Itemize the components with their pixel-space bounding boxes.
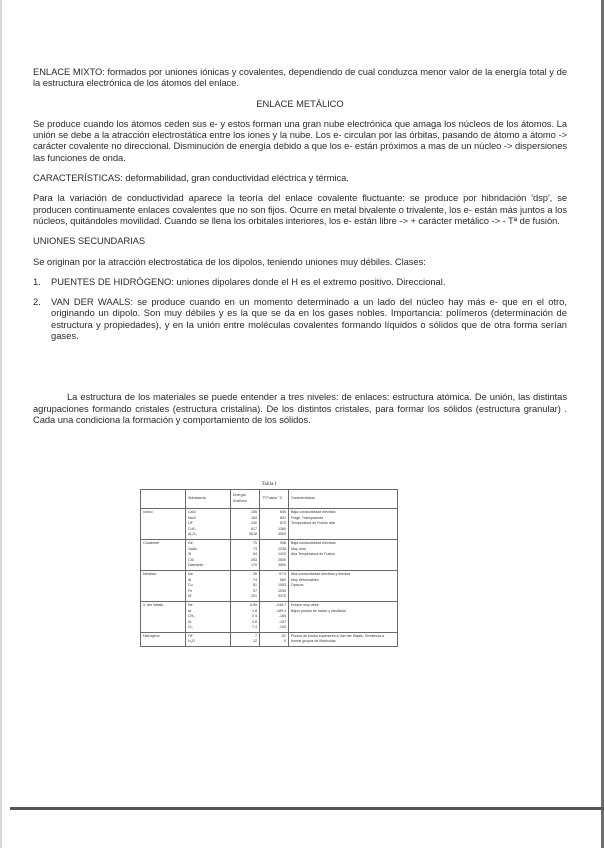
- document-page: [33, 66, 567, 425]
- energy-value: 75: [253, 540, 257, 545]
- table-header-cell: Energía Kcal/mol: [231, 490, 260, 509]
- energy-value: 73: [253, 546, 257, 551]
- substance-value: Cu: [188, 583, 193, 588]
- characteristics-cell: [289, 570, 398, 601]
- characteristics-value: Muy deformables: [291, 577, 319, 582]
- fusion-temp-value: 0: [284, 639, 286, 644]
- substance-value: Cl₂: [188, 625, 193, 630]
- energy-value: 2.4: [252, 614, 257, 619]
- fusion-temp-value: 3500: [278, 532, 286, 537]
- characteristics-value: Opacos: [291, 583, 304, 588]
- fusion-temp-value: 801: [280, 515, 286, 520]
- list-text: VAN DER WAALS: se produce cuando en un momento determinado a un lado del núcleo hay más e- que en el otro, originando un dipolo. Son muy débiles y es la que se da en los gases nobles. Importancia: polímeros (determinación de estructura y propiedades), y en la unión entre moléculas covalentes formando líquidos o sólidos que de otra forma serían gases.: [51, 296, 567, 342]
- fusion-temp-value: -157: [278, 619, 286, 624]
- list-item: [33, 276, 567, 287]
- table-caption: Tabla I: [261, 481, 277, 487]
- fusion-temp-value: 1238: [278, 546, 286, 551]
- bond-type-cell: Hidrógeno: [141, 632, 186, 646]
- paragraph-variacion-conductividad: Para la variación de conductividad aparece la teoría del enlace covalente fluctuante: se produce por hibridación 'dsp', se producen continuamente enlaces covalentes que no son fijos. Ocurre en metal bivalente o trivalente, los e- están más juntos a los núcleos, quitándoles movilidad. Cuando se llena los orbitales interiores, los e- están libre -> + carácter metálico -> - Tª de fusión.: [33, 192, 567, 226]
- substance-value: Na: [188, 571, 193, 576]
- fusion-temp-cell: [260, 632, 289, 646]
- fusion-temp-value: 1420: [278, 552, 286, 557]
- energy-value: 7.4: [252, 625, 257, 630]
- substance-cell: [186, 570, 231, 601]
- characteristics-value: Temperatura de Fusión alta: [291, 521, 335, 526]
- table-row: [141, 539, 398, 570]
- substance-cell: [186, 509, 231, 540]
- paragraph-estructura: La estructura de los materiales se puede entender a tres niveles: de enlaces: estructura atómica. De unión, las distintas agrupaciones formando cristales (estructura cristalina). De los distintos cristales, para formar los sólidos (estructura granular) . Cada una condiciona la formación y comportamiento de los sólidos.: [33, 391, 567, 425]
- substance-value: Fe: [188, 588, 193, 593]
- table-row: [141, 509, 398, 540]
- list-item: [33, 296, 567, 341]
- heading-enlace-metalico: ENLACE METÁLICO: [256, 97, 344, 109]
- substance-cell: [186, 632, 231, 646]
- table-header-cell: Substancia: [186, 490, 231, 509]
- heading-uniones-secundarias: UNIONES SECUNDARIAS: [33, 235, 146, 247]
- paragraph-enlace-metalico: Se produce cuando los átomos ceden sus e- y estos forman una gran nube electrónica que amaga los núcleos de los átomos. La unión se debe a la atracción electrostática entre los iones y la nube. Los e- circulan por las órbitas, pasando de átomo a átomo -> carácter covalente no direccional. Disminución de energía debido a que los e- están próximos a mas de un núcleo -> dispersiones las funciones de onda.: [33, 117, 567, 163]
- energy-cell: [231, 539, 260, 570]
- substance-value: GaAs: [188, 546, 197, 551]
- fusion-temp-value: 1083: [278, 583, 286, 588]
- energy-value: 155: [251, 510, 257, 514]
- characteristics-cell: [289, 601, 398, 632]
- paragraph-caracteristicas: CARACTERÍSTICAS: deformabilidad, gran conductividad eléctrica y térmica.: [33, 172, 349, 184]
- characteristics-value: Alta conductividad eléctrica y térmica: [291, 571, 351, 576]
- fusion-temp-cell: [260, 570, 289, 601]
- substance-value: CaCl: [188, 510, 196, 514]
- characteristics-cell: [289, 632, 398, 646]
- characteristics-value: Alta Temperatura de Fusión: [291, 552, 336, 557]
- characteristics-cell: [289, 509, 398, 540]
- bond-type-cell: Metálico: [141, 570, 186, 601]
- energy-value: 201: [251, 594, 257, 599]
- substance-value: Diamante: [188, 563, 204, 568]
- fusion-temp-value: 1360: [278, 526, 286, 531]
- energy-value: 12: [253, 639, 257, 644]
- substance-value: Ge: [188, 540, 193, 545]
- energy-value: 183: [251, 515, 257, 520]
- fusion-temp-value: 646: [280, 510, 286, 514]
- list-number: 1.: [33, 275, 41, 287]
- substance-value: Ne: [188, 602, 193, 607]
- characteristics-value: Baja conductividad eléctrica: [291, 510, 336, 514]
- table-header-cell: Tª Fusión °C: [260, 490, 289, 509]
- fusion-temp-cell: [260, 601, 289, 632]
- energy-cell: [231, 509, 260, 540]
- substance-value: Al₂O₃: [188, 532, 197, 537]
- characteristics-value: Puntos de fusión superiores a Van der Waals. Tendencia a formar grupos de Moléculas: [291, 633, 385, 644]
- fusion-temp-value: 97.5: [279, 571, 286, 576]
- substance-cell: [186, 539, 231, 570]
- energy-value: 84: [253, 552, 257, 557]
- fusion-temp-value: -184: [278, 614, 286, 619]
- energy-value: 283: [251, 557, 257, 562]
- energy-value: 170: [251, 563, 257, 568]
- fusion-temp-cell: [260, 509, 289, 540]
- characteristics-value: Baja conductividad eléctrica: [291, 540, 336, 545]
- fusion-temp-value: -92: [280, 633, 286, 638]
- energy-value: 74: [253, 577, 257, 582]
- fusion-temp-cell: [260, 539, 289, 570]
- energy-cell: [231, 632, 260, 646]
- substance-value: Ar: [188, 608, 192, 613]
- energy-value: 81: [253, 583, 257, 588]
- characteristics-value: Bajos puntos de fusión y ebullición: [291, 608, 347, 613]
- fusion-temp-value: 870: [280, 521, 286, 526]
- characteristics-value: Frágil. Transparente: [291, 515, 324, 520]
- paragraph-enlace-mixto: ENLACE MIXTO: formados por uniones iónicas y covalentes, dependiendo de cual conduzca menor valor de la energía total y de la estructura electrónica de los átomos del enlace.: [33, 66, 567, 89]
- bond-type-cell: Iónico: [141, 509, 186, 540]
- substance-value: W: [188, 594, 192, 599]
- substance-value: LiF: [188, 521, 193, 526]
- characteristics-value: Enlace muy débil: [291, 602, 319, 607]
- substance-value: Si: [188, 552, 192, 557]
- fusion-temp-value: -103: [278, 625, 286, 630]
- table-row: [141, 601, 398, 632]
- fusion-temp-value: 3370: [278, 594, 286, 599]
- substance-value: CSi: [188, 557, 194, 562]
- characteristics-cell: [289, 539, 398, 570]
- fusion-temp-value: 2600: [278, 557, 286, 562]
- energy-value: 2.8: [252, 619, 257, 624]
- table-header-cell: [141, 490, 186, 509]
- substance-value: NaCl: [188, 515, 196, 520]
- list-number: 2.: [33, 296, 41, 308]
- paragraph-originan: Se originan por la atracción electrostática de los dipolos, teniendo uniones muy débiles. Clases:: [33, 255, 426, 267]
- fusion-temp-value: 958: [280, 540, 286, 545]
- energy-value: 617: [251, 526, 257, 531]
- energy-cell: [231, 570, 260, 601]
- substance-value: CH₄: [188, 614, 195, 619]
- table-header-row: [141, 490, 398, 509]
- energy-cell: [231, 601, 260, 632]
- energy-value: 3618: [249, 532, 257, 537]
- bond-type-cell: Covalente: [141, 539, 186, 570]
- scan-left-edge: [0, 0, 2, 848]
- characteristics-value: Muy duro: [291, 546, 306, 551]
- energy-value: 97: [253, 588, 257, 593]
- energy-value: 240: [251, 521, 257, 526]
- fusion-temp-value: 660: [280, 577, 286, 582]
- list-text: PUENTES DE HIDRÓGENO: uniones dipolares donde el H es el extremo positivo. Direccional.: [51, 275, 446, 287]
- table-row: [141, 570, 398, 601]
- substance-value: H₂O: [188, 639, 195, 644]
- substance-cell: [186, 601, 231, 632]
- bond-type-cell: V. der Waals: [141, 601, 186, 632]
- substance-value: Al: [188, 577, 192, 582]
- bond-properties-table: [140, 489, 398, 647]
- energy-value: 7: [255, 633, 257, 638]
- substance-value: Kr: [188, 619, 192, 624]
- energy-value: 26: [253, 571, 257, 576]
- fusion-temp-value: -248.7: [275, 602, 286, 607]
- fusion-temp-value: -189.4: [275, 608, 286, 613]
- substance-value: CuF₂: [188, 526, 197, 531]
- table-header-cell: Características: [289, 490, 398, 509]
- table-row: [141, 632, 398, 646]
- energy-value: 0.59: [250, 602, 257, 607]
- fusion-temp-value: 1535: [278, 588, 286, 593]
- fusion-temp-value: 3550: [278, 563, 286, 568]
- energy-value: 1.8: [252, 608, 257, 613]
- scan-bottom-edge: [10, 807, 604, 810]
- substance-value: HF: [188, 633, 193, 638]
